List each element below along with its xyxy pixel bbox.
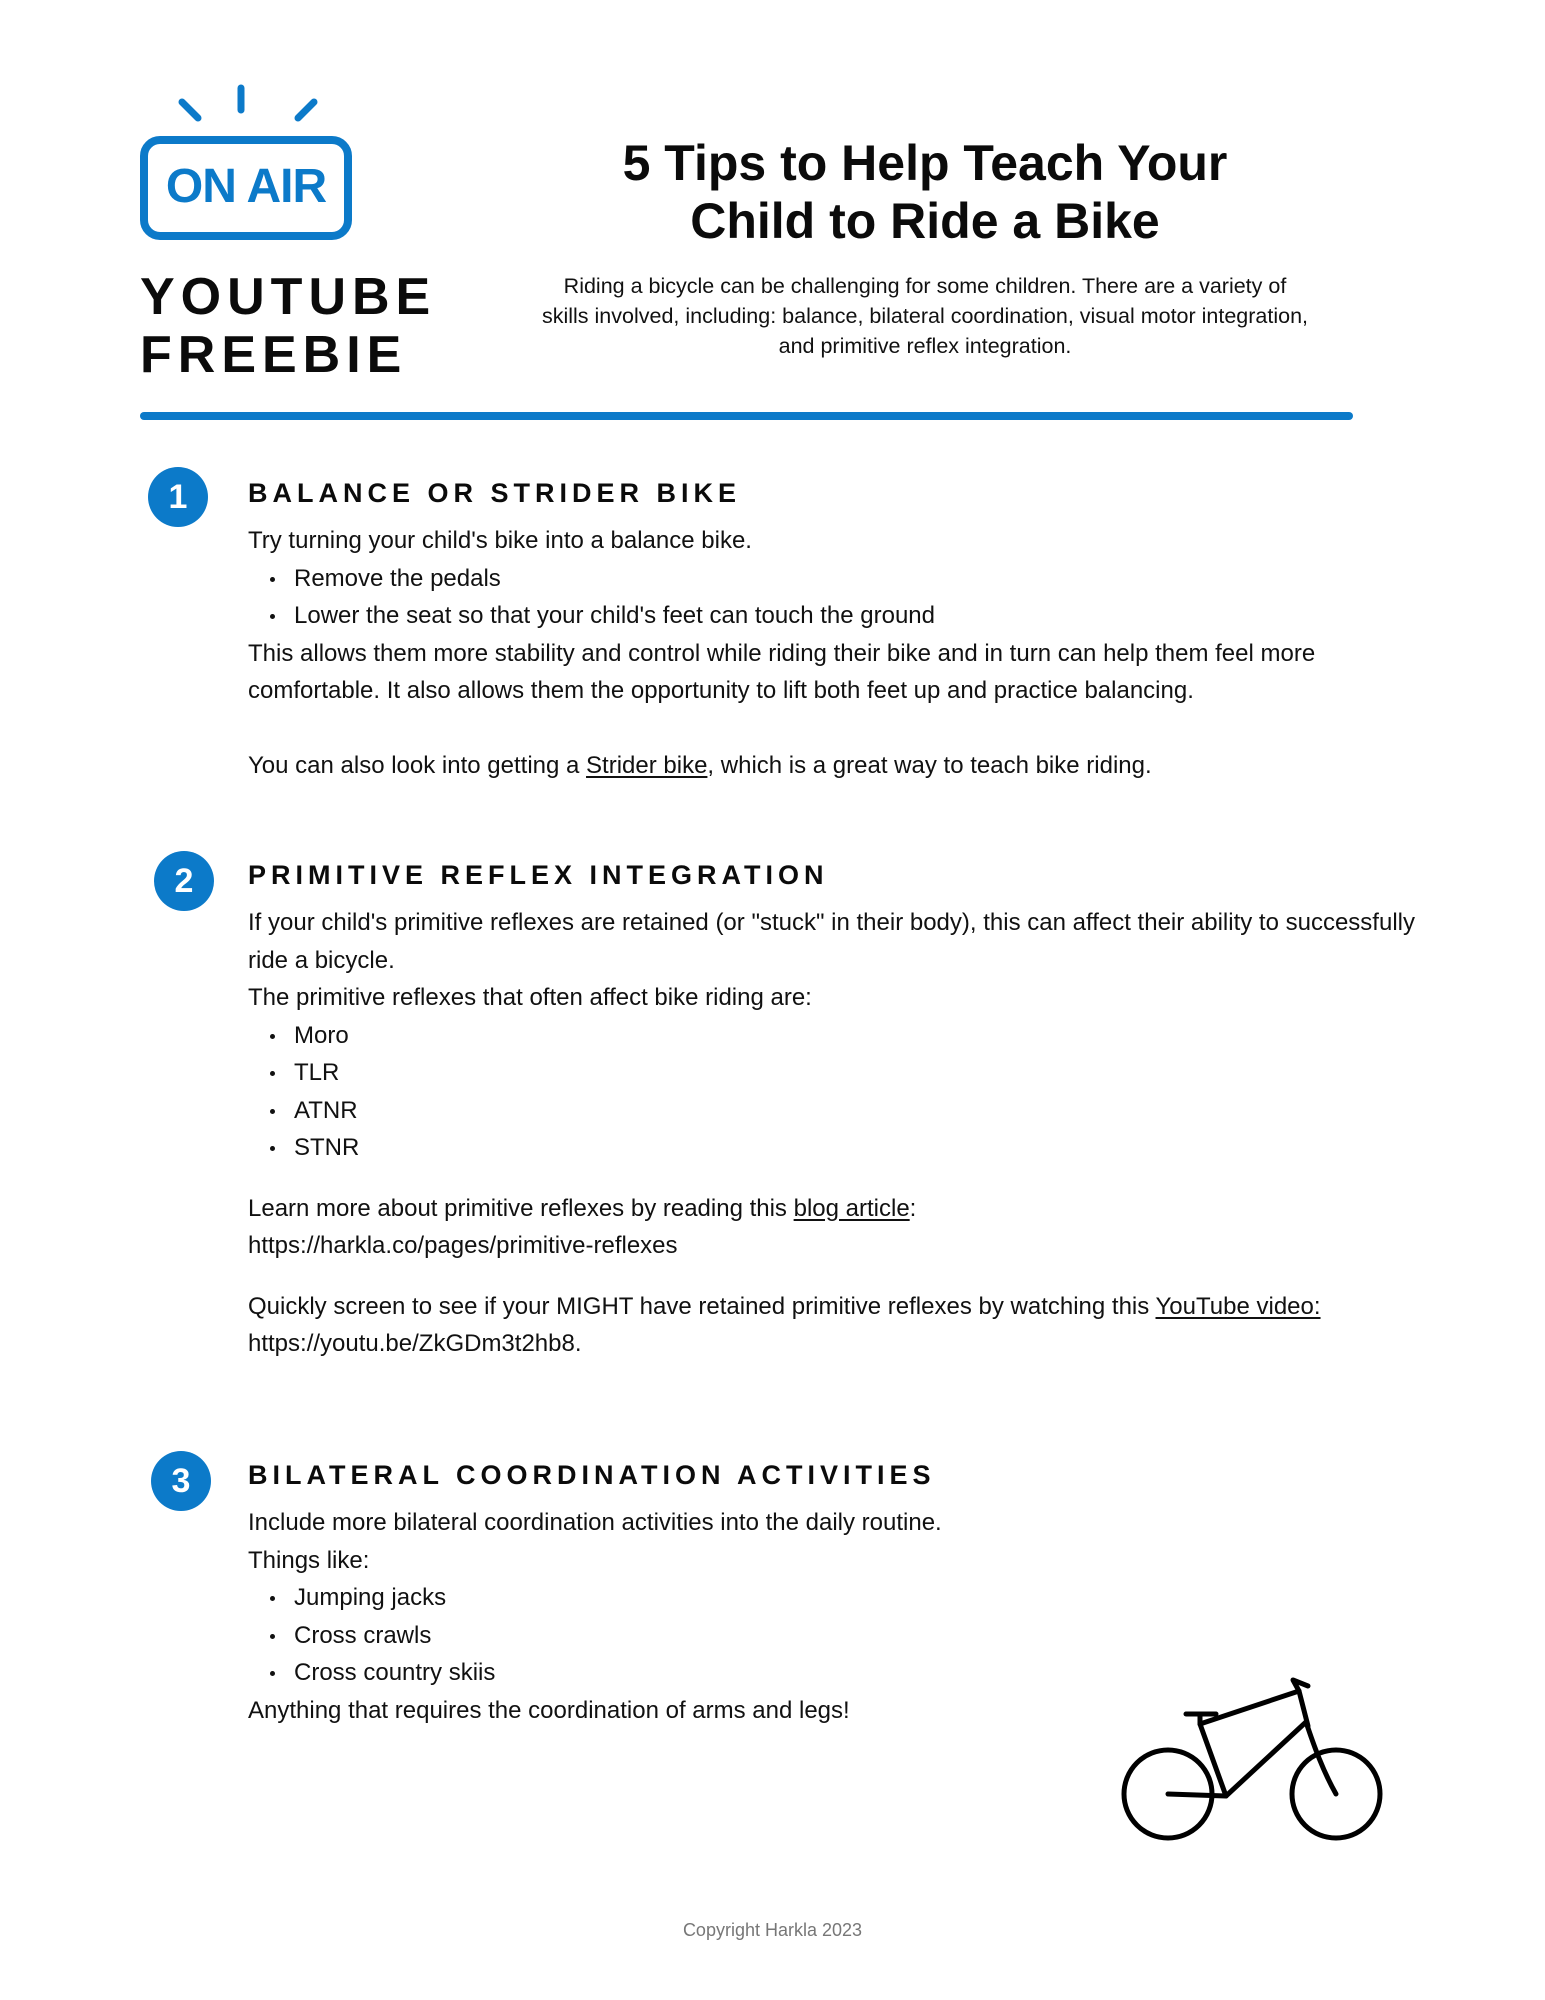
section-body-2 — [248, 904, 1428, 1363]
section-title-2: PRIMITIVE REFLEX INTEGRATION — [248, 860, 829, 890]
list-item: Cross country skiis — [294, 1654, 1428, 1692]
section-2-lead-2: The primitive reflexes that often affect bike riding are: — [248, 984, 812, 1011]
section-2-list — [248, 1017, 1428, 1167]
page-title-line-2: Child to Ride a Bike — [690, 193, 1160, 249]
section-3-lead: Include more bilateral coordination activities into the daily routine. — [248, 1509, 942, 1536]
section-1-paragraph: This allows them more stability and control while riding their bike and in turn can help them feel more comfortable. It also allows them the opportunity to lift both feet up and practice balancing. — [248, 639, 1316, 704]
list-item: Jumping jacks — [294, 1579, 1428, 1617]
list-item: TLR — [294, 1054, 1428, 1092]
brand-line-1: YOUTUBE — [140, 268, 437, 326]
bicycle-icon — [1118, 1676, 1386, 1848]
youtube-video-link[interactable]: YouTube video: — [1155, 1292, 1321, 1320]
intro-paragraph: Riding a bicycle can be challenging for some children. There are a variety of skills involved, including: balance, bilateral coordination, visual motor integration, and primitive reflex integration. — [541, 274, 1309, 358]
brand-line-2: FREEBIE — [140, 326, 408, 384]
section-number-3: 3 — [151, 1451, 211, 1511]
section-title-3: BILATERAL COORDINATION ACTIVITIES — [248, 1460, 936, 1490]
on-air-badge-text: ON AIR — [165, 159, 327, 213]
blog-url: https://harkla.co/pages/primitive-reflexes — [248, 1232, 678, 1259]
blog-article-link[interactable]: blog article — [793, 1194, 910, 1222]
youtube-url: https://youtu.be/ZkGDm3t2hb8. — [248, 1330, 582, 1357]
strider-note-text: You can also look into getting a — [248, 752, 587, 779]
page-title — [500, 134, 1350, 250]
list-item: Remove the pedals — [294, 560, 1428, 598]
list-item: ATNR — [294, 1092, 1428, 1130]
strider-bike-link[interactable]: Strider bike — [586, 752, 708, 779]
section-1-strider-note — [248, 747, 1428, 785]
list-item: Moro — [294, 1017, 1428, 1055]
section-2-screen-note — [248, 1288, 1428, 1326]
header-divider — [140, 412, 1353, 420]
section-title-1: BALANCE OR STRIDER BIKE — [248, 478, 742, 508]
brand-label — [140, 268, 436, 384]
section-number-2: 2 — [154, 851, 214, 911]
page-title-line-1: 5 Tips to Help Teach Your — [622, 135, 1228, 191]
strider-note-text-end: , which is a great way to teach bike riding. — [707, 752, 1152, 779]
section-3-list — [248, 1579, 1428, 1692]
list-item: Lower the seat so that your child's feet can touch the ground — [294, 597, 1428, 635]
section-1-list — [248, 560, 1428, 635]
list-item: STNR — [294, 1129, 1428, 1167]
section-2-learn-more — [248, 1190, 1428, 1228]
section-2-lead: If your child's primitive reflexes are retained (or "stuck" in their body), this can affect their ability to successfully ride a bicycle. — [248, 909, 1415, 974]
list-item: Cross crawls — [294, 1617, 1428, 1655]
section-3-lead-2: Things like: — [248, 1546, 370, 1574]
learn-more-text: Learn more about primitive reflexes by reading this — [248, 1194, 794, 1222]
section-body-1 — [248, 522, 1428, 785]
learn-more-colon: : — [909, 1194, 917, 1222]
section-3-closing: Anything that requires the coordination of arms and legs! — [248, 1696, 850, 1724]
copyright-footer: Copyright Harkla 2023 — [682, 1920, 863, 1940]
screen-note-text: Quickly screen to see if your MIGHT have retained primitive reflexes by watching this — [248, 1292, 1156, 1320]
section-number-1: 1 — [148, 467, 208, 527]
section-1-lead: Try turning your child's bike into a balance bike. — [248, 527, 752, 554]
